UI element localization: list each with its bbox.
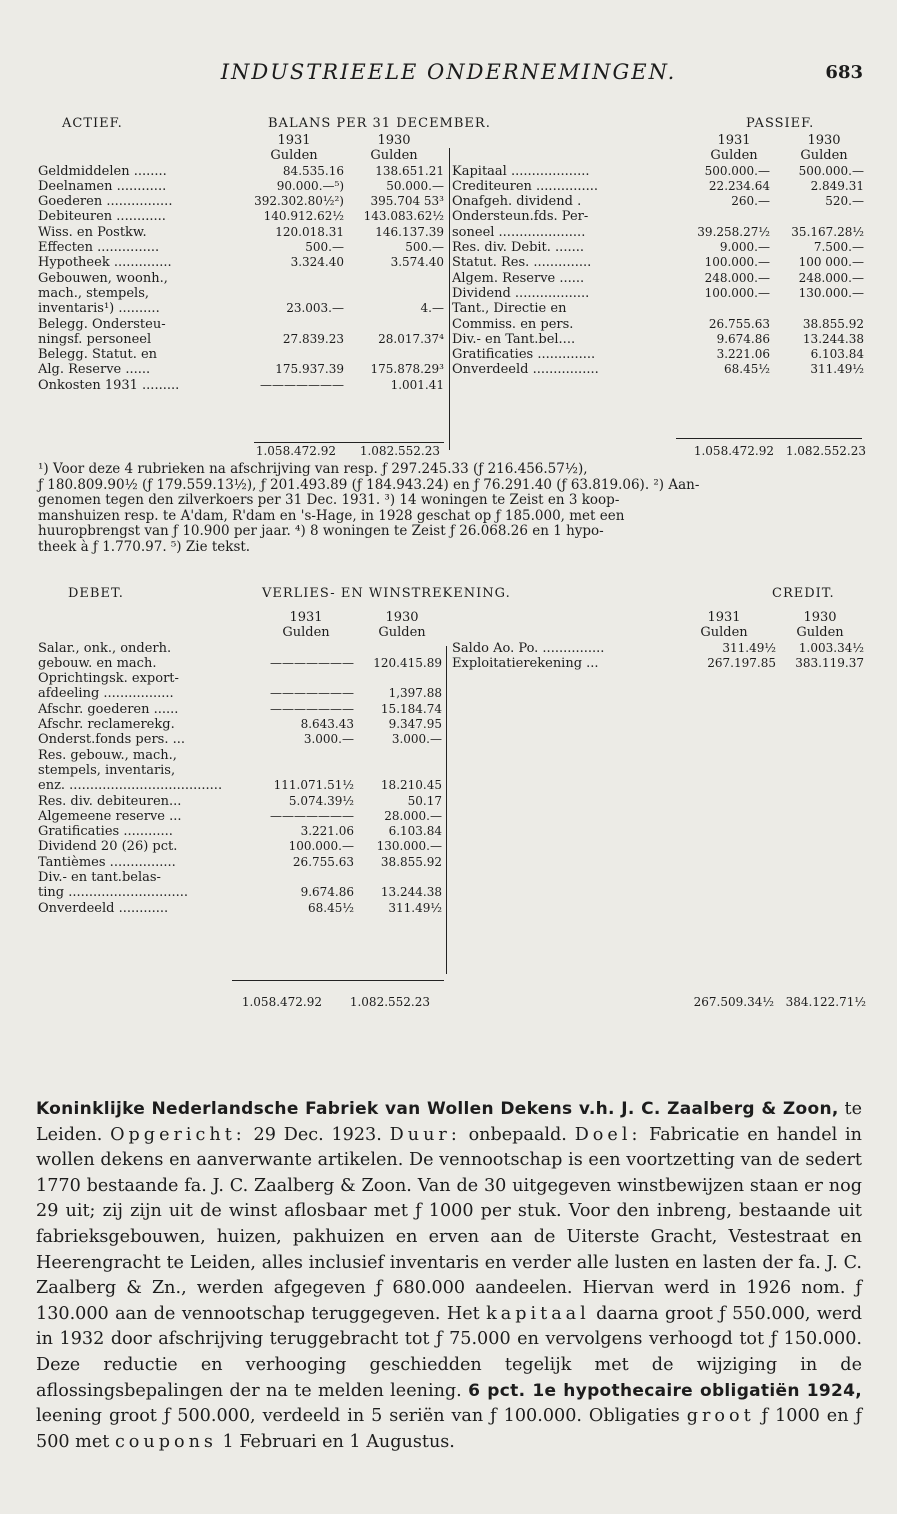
row-label: Tantièmes ................ bbox=[38, 854, 176, 870]
table-row bbox=[452, 225, 864, 240]
value-1931: 9.674.86 bbox=[716, 331, 770, 346]
value-1931: 392.302.80½²) bbox=[254, 194, 344, 209]
footnote-line: theek à ƒ 1.770.97. ⁵) Zie tekst. bbox=[38, 538, 251, 555]
col-year-1931: 1931 bbox=[289, 610, 323, 625]
table-row bbox=[38, 378, 448, 393]
value-1930: 520.— bbox=[825, 194, 864, 209]
col-year-1930: 1930 bbox=[803, 610, 837, 625]
col-unit: Gulden bbox=[710, 148, 758, 164]
value-1930: 50.17 bbox=[407, 793, 442, 808]
value-1930: 248.000.— bbox=[798, 270, 864, 285]
value-1930: 7.500.— bbox=[813, 240, 864, 255]
value-1930: 13.244.38 bbox=[380, 885, 442, 900]
wv-title: VERLIES- EN WINSTREKENING. bbox=[262, 586, 511, 601]
value-1931: 8.643.43 bbox=[300, 717, 354, 732]
footnote-line: manshuizen resp. te A'dam, R'dam en 's-Hage, in 1928 geschat op ƒ 185.000, met een bbox=[38, 507, 625, 524]
value-1930: 146.137.39 bbox=[375, 224, 444, 239]
row-label: Gebouwen, woonh., bbox=[38, 270, 168, 286]
value-1930: 35.167.28½ bbox=[791, 224, 864, 239]
row-label: Tant., Directie en bbox=[452, 301, 567, 317]
value-1931: 140.912.62½ bbox=[263, 209, 344, 224]
row-label: Res. div. Debit. ....... bbox=[452, 240, 584, 256]
row-label: Goederen ................ bbox=[38, 194, 173, 210]
table-row bbox=[38, 901, 448, 916]
value-1930: 38.855.92 bbox=[802, 316, 864, 331]
col-year-1930: 1930 bbox=[377, 133, 411, 148]
total-debet-1930: 1.082.552.23 bbox=[349, 995, 430, 1009]
col-unit: Gulden bbox=[700, 625, 748, 641]
col-year-1930: 1930 bbox=[385, 610, 419, 625]
row-label: Onafgeh. dividend . bbox=[452, 194, 582, 210]
value-1930: 500.000.— bbox=[798, 163, 864, 178]
prose-text: daarna groot ƒ 550.000, werd in 1932 door afschrijving teruggebracht tot ƒ 75.000 en vervolgens verhoogd tot ƒ 150.000. Deze reductie en verhooging geschiedden tegelijk met de wijziging in de aflossingsbepalingen der na te melden leening. bbox=[36, 1303, 862, 1401]
row-label: Exploitatierekening ... bbox=[452, 655, 599, 671]
value-1931: ——————— bbox=[270, 686, 354, 701]
col-unit: Gulden bbox=[796, 625, 844, 641]
row-label: Effecten ............... bbox=[38, 240, 160, 256]
running-header bbox=[0, 60, 897, 90]
total-rule bbox=[676, 438, 862, 439]
row-label: Ondersteun.fds. Per- bbox=[452, 209, 589, 225]
value-1930: 28.000.— bbox=[384, 808, 442, 823]
value-1931: 175.937.39 bbox=[275, 362, 344, 377]
table-row bbox=[452, 271, 864, 286]
row-label: ting ............................. bbox=[38, 885, 189, 901]
row-label: Dividend .................. bbox=[452, 285, 590, 301]
debet-label: DEBET. bbox=[68, 586, 124, 601]
value-1931: 22.234.64 bbox=[708, 178, 770, 193]
table-row bbox=[38, 870, 448, 885]
value-1931: 500.000.— bbox=[704, 163, 770, 178]
row-label: Algem. Reserve ...... bbox=[452, 270, 585, 286]
col-unit: Gulden bbox=[800, 148, 848, 164]
value-1930: 130.000.— bbox=[376, 839, 442, 854]
value-1931: 248.000.— bbox=[704, 270, 770, 285]
value-1931: 311.49½ bbox=[722, 640, 776, 655]
value-1930: 9.347.95 bbox=[388, 717, 442, 732]
row-label: mach., stempels, bbox=[38, 285, 150, 301]
value-1931: 100.000.— bbox=[288, 839, 354, 854]
table-row bbox=[452, 332, 864, 347]
row-label: Onverdeeld ............ bbox=[38, 900, 169, 916]
table-row bbox=[38, 317, 448, 332]
table-row bbox=[38, 286, 448, 301]
table-row bbox=[38, 179, 448, 194]
prose-text: leening groot ƒ 500.000, verdeeld in 5 seriën van ƒ 100.000. Obligaties bbox=[36, 1406, 687, 1427]
row-label: Geldmiddelen ........ bbox=[38, 163, 167, 179]
value-1930: 4.— bbox=[420, 301, 444, 316]
value-1931: 9.000.— bbox=[719, 240, 770, 255]
value-1931: 68.45½ bbox=[724, 362, 770, 377]
row-label: Afschr. goederen ...... bbox=[38, 701, 179, 717]
value-1931: 90.000.—⁵) bbox=[276, 178, 344, 193]
wv-credit-table bbox=[452, 610, 864, 671]
balans-title: BALANS PER 31 DECEMBER. bbox=[268, 116, 491, 131]
table-row bbox=[452, 286, 864, 301]
prose-text: Fabricatie en handel in wollen dekens en aanverwante artikelen. De vennootschap is een voortzetting van de sedert 1770 bestaande fa. J. C. Zaalberg & Zoon. Van de 30 uitgegeven winstbewijzen staan er nog 29 uit; zij zijn uit de winst aflosbaar met ƒ 1000 per stuk. Voor den inbreng, bestaande uit fabrieksgebouwen, huizen, pakhuizen en erven aan de Uiterste Gracht, Vestestraat en Heerengracht te Leiden, alles inclusief inventaris en verder alle lusten en lasten der fa. J. C. Zaalberg & Zn., werden afgegeven ƒ 680.000 aandeelen. Hiervan werd in 1926 nom. ƒ 130.000 aan de vennootschap teruggegeven. Het bbox=[36, 1124, 862, 1324]
row-label: Hypotheek .............. bbox=[38, 255, 172, 271]
prose-text: 29 Dec. 1923. bbox=[245, 1124, 390, 1145]
table-row bbox=[452, 255, 864, 270]
value-1930: 383.119.37 bbox=[795, 655, 864, 670]
table-row bbox=[452, 301, 864, 316]
row-label: Statut. Res. .............. bbox=[452, 255, 592, 271]
value-1930: 311.49½ bbox=[810, 362, 864, 377]
total-actief-1930: 1.082.552.23 bbox=[359, 444, 440, 458]
table-row bbox=[38, 332, 448, 347]
value-1930: 6.103.84 bbox=[388, 824, 442, 839]
table-row bbox=[38, 794, 448, 809]
value-1931: ——————— bbox=[270, 808, 354, 823]
value-1931: 111.071.51½ bbox=[273, 778, 354, 793]
value-1930: 500.— bbox=[405, 240, 444, 255]
prose-text: onbepaald. bbox=[460, 1124, 575, 1145]
row-label: ningsf. personeel bbox=[38, 331, 152, 347]
table-row bbox=[452, 209, 864, 224]
table-row bbox=[38, 240, 448, 255]
table-row bbox=[38, 209, 448, 224]
table-row bbox=[38, 732, 448, 747]
footnote-line: genomen tegen den zilverkoers per 31 Dec. 1931. ³) 14 woningen te Zeist en 3 koop- bbox=[38, 492, 620, 509]
company-description bbox=[36, 1097, 862, 1455]
value-1931: 84.535.16 bbox=[282, 163, 344, 178]
table-row bbox=[452, 179, 864, 194]
value-1931: ——————— bbox=[270, 655, 354, 670]
row-label: Algemeene reserve ... bbox=[38, 808, 182, 824]
table-row bbox=[38, 194, 448, 209]
table-row bbox=[452, 194, 864, 209]
prose-text: te Leiden. bbox=[36, 1099, 862, 1145]
value-1930: 120.415.89 bbox=[373, 655, 442, 670]
value-1930: 18.210.45 bbox=[380, 778, 442, 793]
row-label: Kapitaal ................... bbox=[452, 163, 590, 179]
table-row bbox=[452, 362, 864, 377]
value-1931: ——————— bbox=[270, 701, 354, 716]
table-row bbox=[38, 362, 448, 377]
value-1931: 260.— bbox=[731, 194, 770, 209]
row-label: Wiss. en Postkw. bbox=[38, 224, 147, 240]
wv-debet-table bbox=[38, 610, 448, 916]
col-unit: Gulden bbox=[270, 148, 318, 164]
loan-title: 6 pct. 1e hypothecaire obligatiën 1924, bbox=[468, 1380, 862, 1401]
value-1930: 143.083.62½ bbox=[363, 209, 444, 224]
value-1930: 130.000.— bbox=[798, 285, 864, 300]
table-row bbox=[38, 164, 448, 179]
table-row bbox=[38, 671, 448, 686]
value-1930: 3.574.40 bbox=[390, 255, 444, 270]
value-1931: 39.258.27½ bbox=[697, 224, 770, 239]
value-1930: 395.704 53³ bbox=[370, 194, 444, 209]
value-1930: 13.244.38 bbox=[802, 331, 864, 346]
value-1930: 1.003.34½ bbox=[798, 640, 864, 655]
total-actief-1931: 1.058.472.92 bbox=[255, 444, 336, 458]
table-row bbox=[38, 809, 448, 824]
col-year-1931: 1931 bbox=[707, 610, 741, 625]
table-row bbox=[452, 656, 864, 671]
table-row bbox=[38, 225, 448, 240]
total-credit-1930: 384.122.71½ bbox=[785, 995, 866, 1009]
row-label: Div.- en tant.belas- bbox=[38, 870, 161, 886]
balans-divider bbox=[449, 148, 450, 450]
value-1930: 2.849.31 bbox=[810, 178, 864, 193]
prose-text: 1 Februari en 1 Augustus. bbox=[216, 1431, 455, 1452]
col-unit: Gulden bbox=[282, 625, 330, 641]
table-row bbox=[38, 778, 448, 793]
row-label: Onkosten 1931 ......... bbox=[38, 377, 180, 393]
row-label: stempels, inventaris, bbox=[38, 762, 176, 778]
row-label: enz. ..................................... bbox=[38, 778, 223, 794]
balans-actief-table bbox=[38, 133, 448, 393]
value-1930: 311.49½ bbox=[388, 900, 442, 915]
wv-totals bbox=[0, 995, 897, 1010]
value-1931: 9.674.86 bbox=[300, 885, 354, 900]
row-label: Commiss. en pers. bbox=[452, 316, 574, 332]
total-passief-1931: 1.058.472.92 bbox=[693, 444, 774, 458]
value-1931: 27.839.23 bbox=[282, 331, 344, 346]
value-1931: 3.000.— bbox=[303, 732, 354, 747]
table-row bbox=[38, 748, 448, 763]
table-row bbox=[38, 702, 448, 717]
value-1930: 100 000.— bbox=[798, 255, 864, 270]
row-label: Onverdeeld ................ bbox=[452, 362, 599, 378]
value-1931: 267.197.85 bbox=[707, 655, 776, 670]
value-1931: 26.755.63 bbox=[292, 854, 354, 869]
label-duur: Duur: bbox=[389, 1124, 461, 1145]
company-name: Koninklijke Nederlandsche Fabriek van Wollen Dekens v.h. J. C. Zaalberg & Zoon, bbox=[36, 1099, 839, 1119]
total-rule bbox=[254, 442, 444, 443]
col-year-1931: 1931 bbox=[277, 133, 311, 148]
actief-label: ACTIEF. bbox=[62, 116, 123, 131]
footnote-line: huuropbrengst van ƒ 10.900 per jaar. ⁴) 8 woningen te Zeist ƒ 26.068.26 en 1 hypo- bbox=[38, 523, 604, 540]
credit-label: CREDIT. bbox=[772, 586, 835, 601]
wv-divider bbox=[446, 646, 447, 974]
table-row bbox=[38, 839, 448, 854]
value-1931: 23.003.— bbox=[286, 301, 344, 316]
label-opgericht: Opgericht: bbox=[110, 1124, 246, 1145]
value-1931: 100.000.— bbox=[704, 255, 770, 270]
value-1931: 3.221.06 bbox=[300, 824, 354, 839]
table-row bbox=[452, 317, 864, 332]
row-label: Div.- en Tant.bel.... bbox=[452, 331, 576, 347]
balans-passief-table bbox=[452, 133, 864, 378]
table-row bbox=[38, 824, 448, 839]
row-label: Gratificaties .............. bbox=[452, 347, 596, 363]
table-row bbox=[38, 717, 448, 732]
table-row bbox=[38, 686, 448, 701]
value-1930: 50.000.— bbox=[386, 178, 444, 193]
value-1931: ——————— bbox=[260, 377, 344, 392]
value-1931: 68.45½ bbox=[308, 900, 354, 915]
total-passief-1930: 1.082.552.23 bbox=[785, 444, 866, 458]
value-1931: 120.018.31 bbox=[275, 224, 344, 239]
value-1930: 138.651.21 bbox=[375, 163, 444, 178]
row-label: Alg. Reserve ...... bbox=[38, 362, 151, 378]
row-label: Debiteuren ............ bbox=[38, 209, 166, 225]
row-label: Dividend 20 (26) pct. bbox=[38, 839, 178, 855]
row-label: Saldo Ao. Po. ............... bbox=[452, 640, 605, 656]
value-1930: 15.184.74 bbox=[380, 701, 442, 716]
passief-label: PASSIEF. bbox=[746, 116, 815, 131]
running-title: INDUSTRIEELE ONDERNEMINGEN. bbox=[220, 60, 677, 84]
label-groot: groot bbox=[686, 1406, 755, 1427]
table-row bbox=[452, 240, 864, 255]
value-1930: 3.000.— bbox=[391, 732, 442, 747]
col-year-1930: 1930 bbox=[807, 133, 841, 148]
table-row bbox=[452, 641, 864, 656]
row-label: soneel ..................... bbox=[452, 224, 586, 240]
table-row bbox=[38, 255, 448, 270]
col-unit: Gulden bbox=[370, 148, 418, 164]
label-coupons: coupons bbox=[114, 1431, 217, 1452]
row-label: Onderst.fonds pers. ... bbox=[38, 732, 185, 748]
value-1931: 500.— bbox=[305, 240, 344, 255]
table-row bbox=[38, 271, 448, 286]
col-unit: Gulden bbox=[378, 625, 426, 641]
table-row bbox=[38, 885, 448, 900]
table-row bbox=[38, 656, 448, 671]
page-number: 683 bbox=[825, 62, 863, 83]
total-debet-1931: 1.058.472.92 bbox=[241, 995, 322, 1009]
value-1930: 175.878.29³ bbox=[370, 362, 444, 377]
row-label: Deelnamen ............ bbox=[38, 178, 167, 194]
row-label: Belegg. Statut. en bbox=[38, 347, 158, 363]
value-1931: 3.221.06 bbox=[716, 347, 770, 362]
row-label: inventaris¹) .......... bbox=[38, 301, 160, 317]
table-row bbox=[38, 347, 448, 362]
value-1931: 26.755.63 bbox=[708, 316, 770, 331]
value-1930: 28.017.37⁴ bbox=[378, 331, 444, 346]
row-label: Afschr. reclamerekg. bbox=[38, 717, 175, 733]
footnotes bbox=[38, 462, 868, 556]
label-kapitaal: kapitaal bbox=[486, 1303, 590, 1324]
row-label: Res. gebouw., mach., bbox=[38, 747, 177, 763]
table-row bbox=[38, 641, 448, 656]
footnote-line: ƒ 180.809.90½ (ƒ 179.559.13½), ƒ 201.493.89 (ƒ 184.943.24) en ƒ 76.291.40 (ƒ 63.819.06). ²) Aan- bbox=[38, 476, 700, 493]
footnote-line: ¹) Voor deze 4 rubrieken na afschrijving van resp. ƒ 297.245.33 (ƒ 216.456.57½), bbox=[38, 461, 588, 477]
col-year-1931: 1931 bbox=[717, 133, 751, 148]
value-1930: 1,397.88 bbox=[388, 686, 442, 701]
row-label: afdeeling ................. bbox=[38, 686, 174, 702]
balans-totals bbox=[0, 444, 897, 459]
row-label: Salar., onk., onderh. bbox=[38, 640, 172, 656]
row-label: Belegg. Ondersteu- bbox=[38, 316, 166, 332]
total-rule bbox=[232, 980, 444, 981]
row-label: Oprichtingsk. export- bbox=[38, 671, 179, 687]
value-1931: 3.324.40 bbox=[290, 255, 344, 270]
row-label: Gratificaties ............ bbox=[38, 824, 173, 840]
table-row bbox=[38, 301, 448, 316]
total-credit-1931: 267.509.34½ bbox=[693, 995, 774, 1009]
value-1931: 100.000.— bbox=[704, 285, 770, 300]
value-1930: 6.103.84 bbox=[810, 347, 864, 362]
prose-text: ƒ 1000 en ƒ 500 met bbox=[36, 1406, 862, 1452]
row-label: Res. div. debiteuren... bbox=[38, 793, 182, 809]
table-row bbox=[38, 763, 448, 778]
table-row bbox=[452, 347, 864, 362]
table-row bbox=[38, 855, 448, 870]
value-1930: 1.001.41 bbox=[390, 377, 444, 392]
row-label: Crediteuren ............... bbox=[452, 178, 599, 194]
table-row bbox=[452, 164, 864, 179]
label-doel: Doel: bbox=[574, 1124, 642, 1145]
value-1931: 5.074.39½ bbox=[288, 793, 354, 808]
value-1930: 38.855.92 bbox=[380, 854, 442, 869]
row-label: gebouw. en mach. bbox=[38, 655, 157, 671]
